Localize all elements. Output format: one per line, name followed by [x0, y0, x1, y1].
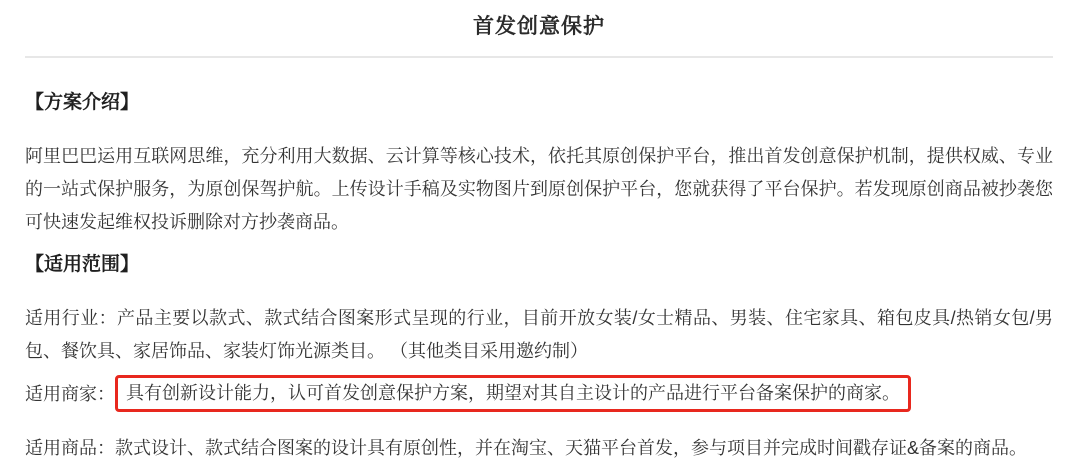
scope-merchants-line	[25, 374, 1053, 414]
scope-industries-label: 适用行业：	[25, 308, 118, 328]
scope-industries-text: 产品主要以款式、款式结合图案形式呈现的行业，目前开放女装/女士精品、男装、住宅家具、箱包皮具/热销女包/男包、餐饮具、家居饰品、家装灯饰光源类目。 （其他类目采用邀约制）	[25, 308, 1054, 361]
page-title: 首发创意保护	[473, 15, 605, 38]
scope-industries-line	[25, 302, 1053, 368]
scope-products-line	[25, 432, 1053, 463]
scope-products-label: 适用商品：	[25, 438, 115, 458]
intro-paragraph: 阿里巴巴运用互联网思维，充分利用大数据、云计算等核心技术，依托其原创保护平台，推出首发创意保护机制，提供权威、专业的一站式保护服务，为原创保驾护航。上传设计手稿及实物图片到原创保护平台，您就获得了平台保护。若发现原创商品被抄袭您可快速发起维权投诉删除对方抄袭商品。	[25, 146, 1053, 232]
section-heading-intro: 【方案介绍】	[25, 92, 140, 113]
scope-merchants-highlight-box: 具有创新设计能力，认可首发创意保护方案，期望对其自主设计的产品进行平台备案保护的商家。	[115, 375, 911, 412]
header-divider	[25, 56, 1053, 58]
scope-products-text: 款式设计、款式结合图案的设计具有原创性，并在淘宝、天猫平台首发，参与项目并完成时间戳存证&备案的商品。	[115, 438, 1028, 458]
scope-merchants-label: 适用商家：	[25, 384, 115, 404]
section-heading-scope: 【适用范围】	[25, 254, 140, 275]
